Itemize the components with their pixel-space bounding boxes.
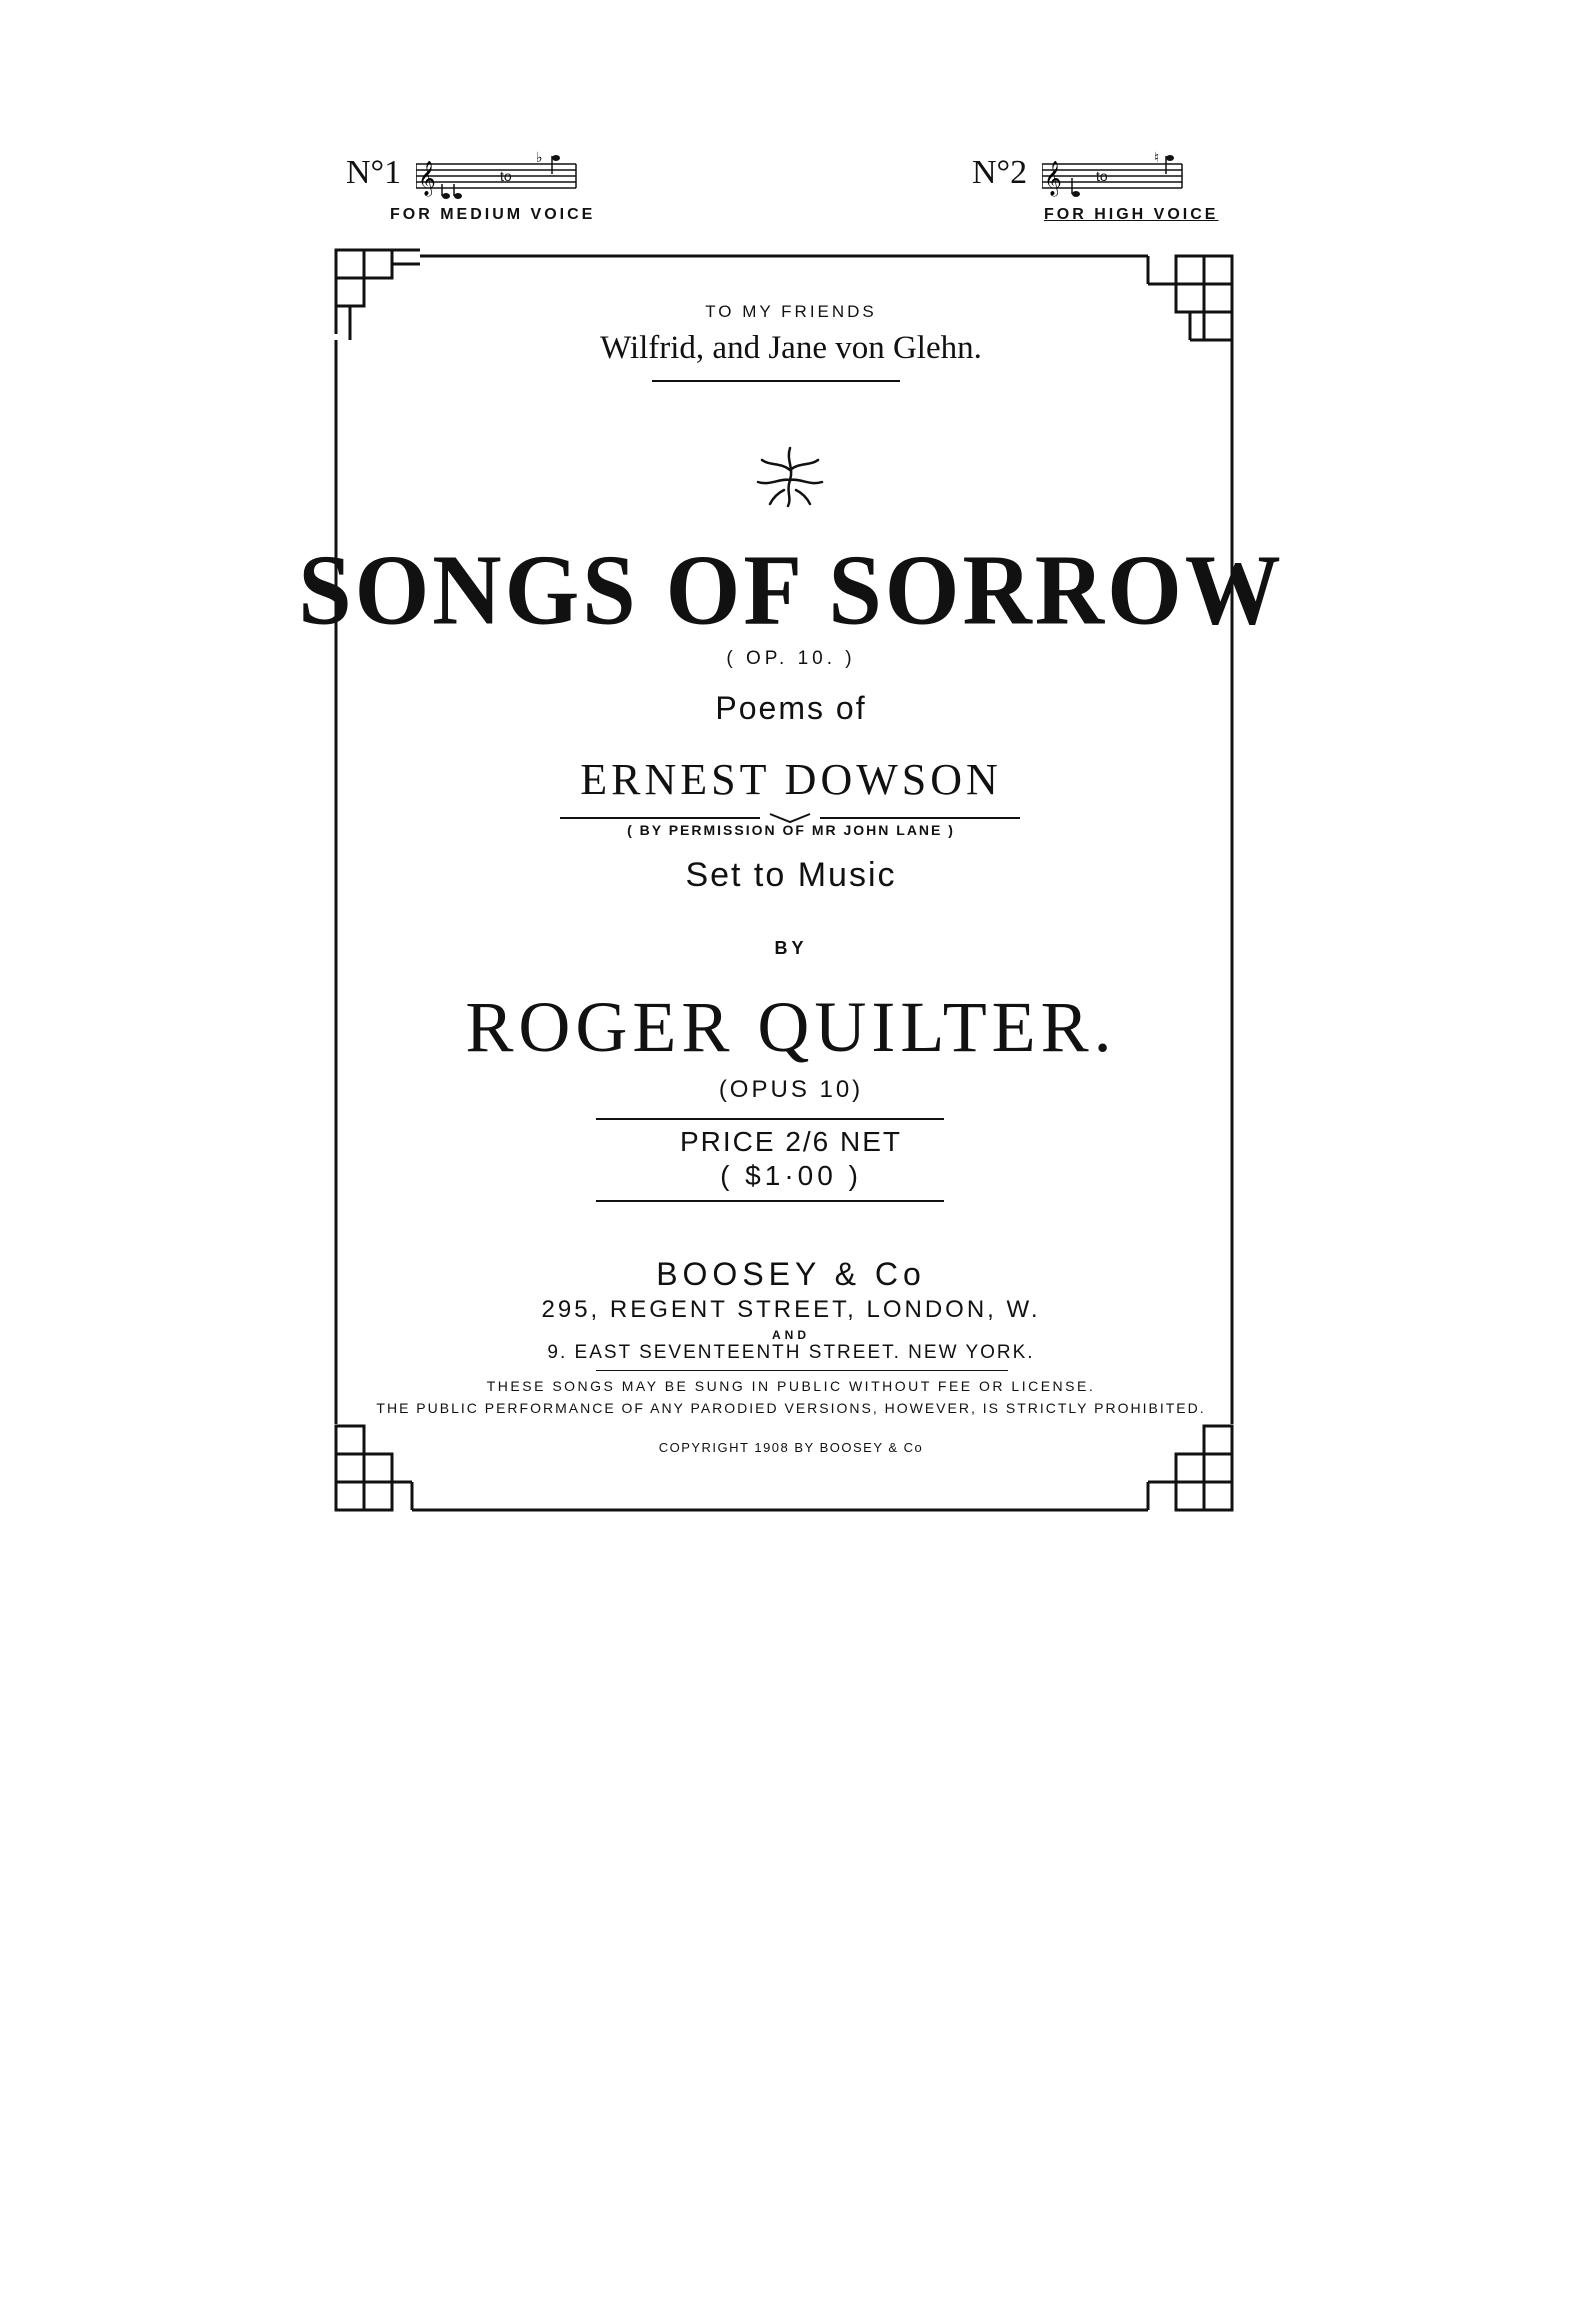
- voice-number: N°2: [972, 154, 1028, 191]
- address-underline: [596, 1370, 1008, 1371]
- voice-label: FOR MEDIUM VOICE: [390, 206, 596, 223]
- notice-line1: THESE SONGS MAY BE SUNG IN PUBLIC WITHOUT FEE OR LICENSE.: [486, 1378, 1096, 1394]
- notice-line2: THE PUBLIC PERFORMANCE OF ANY PARODIED VERSIONS, HOWEVER, IS STRICTLY PROHIBITED.: [376, 1400, 1206, 1416]
- voice-number: N°1: [346, 154, 402, 191]
- set-to-music-label: Set to Music: [685, 856, 897, 894]
- copyright-notice: COPYRIGHT 1908 BY BOOSEY & Co: [658, 1440, 924, 1455]
- svg-text:𝄞: 𝄞: [418, 161, 436, 196]
- by-label: BY: [774, 938, 808, 958]
- dedication-line1: TO MY FRIENDS: [705, 302, 877, 321]
- publisher-name: BOOSEY & Co: [656, 1256, 926, 1292]
- poet-name: ERNEST DOWSON: [580, 755, 1002, 804]
- price-top-rule: [596, 1118, 944, 1120]
- poems-of-label: Poems of: [715, 690, 867, 726]
- price-line2: ( $1·00 ): [720, 1160, 862, 1191]
- voice-label: FOR HIGH VOICE: [1044, 206, 1219, 223]
- publisher-address-newyork: 9. EAST SEVENTEENTH STREET. NEW YORK.: [547, 1342, 1035, 1363]
- price-bottom-rule: [596, 1200, 944, 1202]
- svg-text:♭: ♭: [536, 150, 543, 166]
- leaf-ornament-icon: [740, 440, 840, 510]
- composer-opus: (OPUS 10): [718, 1076, 864, 1103]
- price-line1: PRICE 2/6 NET: [679, 1126, 903, 1157]
- interval-text: to: [500, 168, 512, 184]
- svg-text:♮: ♮: [1154, 150, 1160, 166]
- composer-name: ROGER QUILTER.: [465, 987, 1117, 1067]
- and-label: AND: [772, 1328, 810, 1342]
- publisher-address-london: 295, REGENT STREET, LONDON, W.: [541, 1296, 1041, 1323]
- permission-note: ( BY PERMISSION OF MR JOHN LANE ): [627, 822, 955, 838]
- title-opus: ( OP. 10. ): [726, 648, 856, 669]
- main-title: SONGS OF SORROW: [298, 533, 1284, 646]
- dedication-line2: Wilfrid, and Jane von Glehn.: [600, 330, 982, 366]
- divider: [652, 380, 900, 382]
- interval-text: to: [1096, 168, 1108, 184]
- svg-text:𝄞: 𝄞: [1044, 161, 1062, 196]
